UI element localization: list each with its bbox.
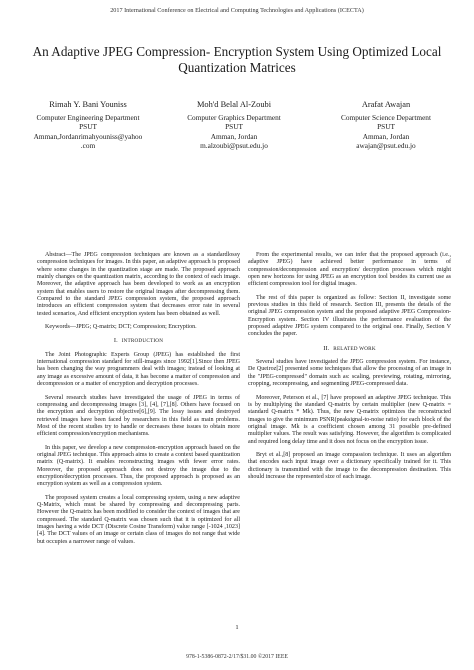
author-org: PSUT [225, 122, 243, 132]
paper-title: An Adaptive JPEG Compression- Encryption System Using Optimized Local Quantization Matrices [32, 44, 442, 75]
author-location: Amman, Jordan [210, 131, 258, 141]
copyright-footer: 978-1-5386-0872-2/17/$31.00 ©2017 IEEE [186, 654, 288, 660]
section-title: INTRODUCTION [121, 338, 164, 345]
paragraph: From the experimental results, we can infer that the proposed approach (i.e., adaptive JPEG) have achieved better performance in terms of compression/decompression and encryption/ decryption processes which might open new horizons for using JPEG as an encryption tool besides its current use as efficient compression tool for digital images. [248, 252, 451, 288]
paragraph: Several studies have investigated the JPEG compression system. For instance, De Queiroz[2] presented some techniques that allow the processing of an image in the "JPEG-compressed" domain such as: scaling, previewing, rotating, mirroring, cropping, recompressing, and segmenting JPEG-compressed data. [248, 359, 451, 388]
section-heading-introduction [37, 337, 240, 345]
author-org: PSUT [79, 122, 97, 132]
paragraph: The rest of this paper is organized as follow: Section II, investigate some previous studies in this field of research. Section III, presents the details of the original JPEG compression system and the proposed adaptive JPEG Compression-Encryption system. Section IV illustrates the performance evaluation of the proposed adaptive JPEG system compared to the original one. Finally, Section V concludes the paper. [248, 294, 451, 338]
abstract: Abstract—The JPEG compression techniques are known as a standardlossy compression techniques for images. In this paper, an adaptive approach is proposed where some changes in the quantization stage are made. The proposed approach mainly changes on the quantization matrix, according to the context of each image. Moreover, the adaptive approach has been developed to work as an encryption system that enables users to restore the original images after decompressing them. Compared to the standard JPEG compression system, the proposed approach introduces an efficient compression system that decreases error rate in several tested scenarios, And efficient encryption system has been obtained as well. [37, 252, 240, 317]
author-name: Moh'd Belal Al-Zoubi [196, 100, 272, 109]
section-heading-related-work [248, 345, 451, 353]
section-title: RELATED WORK [333, 345, 376, 352]
author-block-1 [18, 100, 158, 151]
author-dept: Computer Science Department [341, 112, 431, 122]
author-location: Amman, Jordan [362, 131, 410, 141]
paragraph: The Joint Photographic Experts Group (JPEG) has established the first international compression standard for still-images since 1992[1].Since then JPEG has been changing the way programmers deal with images; instead of looking at any image as excessive amount of data, it has become a matter of compression and decompression or a matter of encryption and decryption processes. [37, 351, 240, 388]
paragraph: Moreover, Peterson et al., [7] have proposed an adaptive JPEG technique. This is by multiplying the standard Q-matrix by certain multiplier (new Q-matrix = standard Q-matrix * Mk). Thus, the new Q-matrix optimizes the reconstructed images to give the minimum PSNR(peaksignal-to-noise ratio) for each block of the original image. Mk is a coefficient chosen among 31 possible pre-defined multiplier values. The result was satisfying. However, the algorithm is complicated and required long delay time and it does not focus on the encryption issue. [248, 394, 451, 445]
author-dept: Computer Graphics Department [187, 112, 281, 122]
paragraph: In this paper, we develop a new compression-encryption approach based on the original JPEG technique. This approach aims to create a context based quantization matrix (Q-matrix). It enables reconstructing images with fewer error rates. Moreover, the proposed approach does not destroy the image due to the encryption/decryption processes. Thus, the proposed approach is proposed as an encryption system as well as a compression system. [37, 444, 240, 488]
author-email: Amman,Jordanrimahyouniss@yahoo [33, 131, 143, 141]
author-email: .com [80, 141, 96, 151]
keywords: Keywords—JPEG; Q-matrix; DCT; Compression; Encryption. [45, 324, 197, 331]
conference-header: 2017 International Conference on Electrical and Computing Technologies and Applications (ICECTA) [110, 7, 364, 14]
author-org: PSUT [377, 122, 395, 132]
author-block-2 [164, 100, 304, 151]
author-email: m.alzoubi@psut.edu.jo [200, 141, 268, 151]
author-email: awajan@psut.edu.jo [356, 141, 416, 151]
left-column [37, 252, 240, 552]
paragraph: Several research studies have investigated the usage of JPEG in terms of compressing and decompressing images [3], [4], [7],[8]. Others have focused on the encryption and decryption objective[6],[9]. The lossy issues and destroyed retrieved images have been faced by researchers in this field as main problems. Most of the recent studies try to handle or decreases these issues to obtain more efficient compression/encryption mechanisms. [37, 394, 240, 438]
section-number: I. [113, 337, 118, 345]
section-number: II. [323, 344, 330, 352]
page-number: 1 [235, 624, 239, 631]
paragraph: The proposed system creates a local compressing system, using a new adaptive Q-Matrix, which must be shared by compressing and decompressing parts. However the Q-matrix has been modified to consider the context of images that are compressed. The standard Q-matrix was chosen such that it is optimized for all images having a wide DCT (Discrete Cosine Transform) value range [-1024 ,1023][4]. The DCT values of an image or certain class of images do not range that wide but occupies a narrower range of values. [37, 494, 240, 545]
author-name: Arafat Awajan [361, 100, 411, 109]
right-column [248, 252, 451, 487]
author-name: Rimah Y. Bani Youniss [49, 100, 127, 109]
author-block-3 [316, 100, 456, 151]
paragraph: Bryt et al.,[8] proposed an image compassion technique. It uses an algorithm that encodes each input image over a dictionary specifically trained for it. This dictionary is transmitted with the image to the decompression destination. This should increase the represented size of each image. [248, 451, 451, 480]
author-dept: Computer Engineering Department [36, 112, 140, 122]
